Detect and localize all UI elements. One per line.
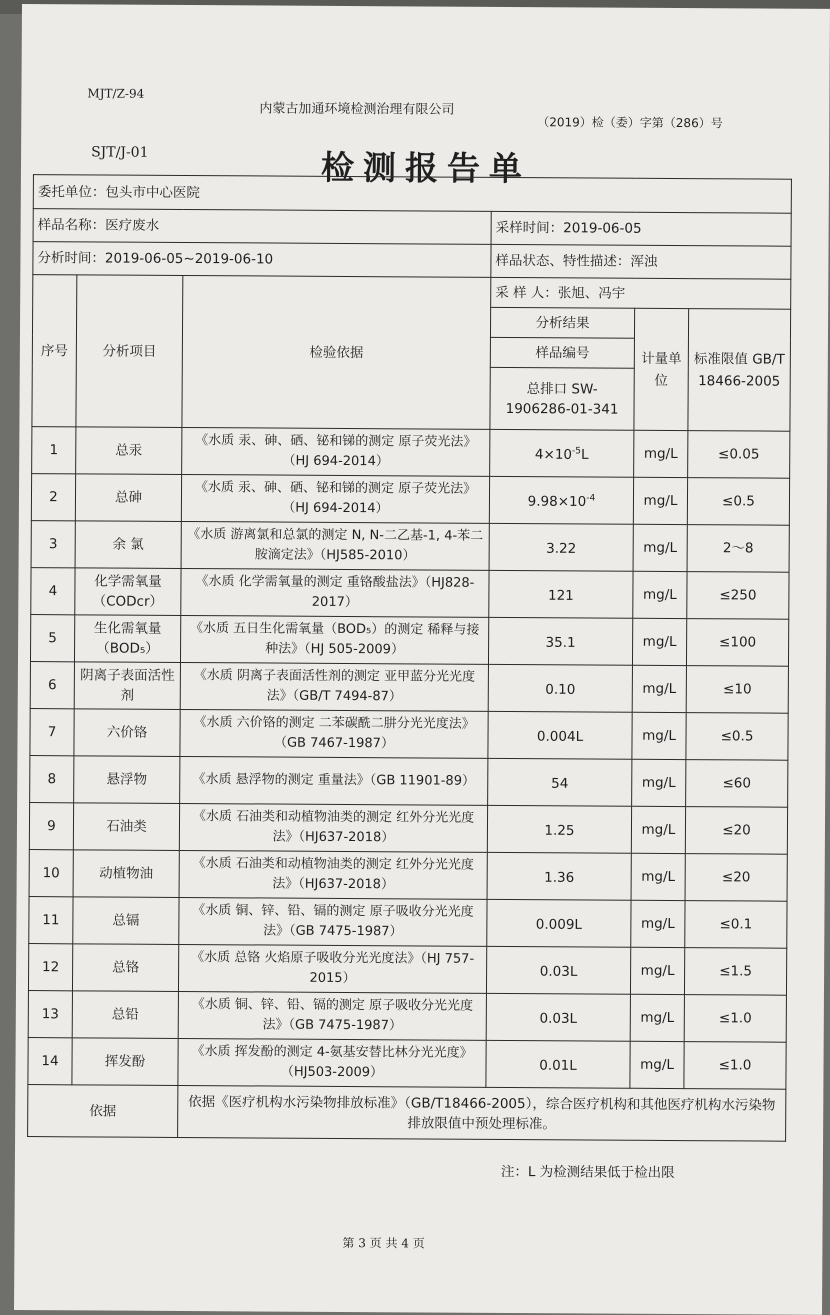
row-result bbox=[488, 758, 632, 806]
row-unit: mg/L bbox=[631, 900, 685, 947]
footnote: 注：L 为检测结果低于检出限 bbox=[501, 1160, 675, 1181]
sampling-time-field: 采样时间：2019-06-05 bbox=[491, 211, 791, 246]
table-row bbox=[28, 944, 786, 996]
row-item: 挥发酚 bbox=[72, 1038, 178, 1086]
row-unit: mg/L bbox=[632, 712, 686, 759]
row-result bbox=[486, 946, 630, 994]
row-result bbox=[487, 852, 631, 900]
row-method: 《水质 石油类和动植物油类的测定 红外分光光度法》（HJ637-2018） bbox=[179, 850, 487, 899]
row-no: 11 bbox=[29, 897, 73, 944]
row-result bbox=[487, 805, 631, 853]
row-unit: mg/L bbox=[631, 806, 685, 853]
row-item: 总铬 bbox=[72, 944, 178, 992]
row-result bbox=[486, 1040, 630, 1088]
result-value: 0.004L bbox=[537, 729, 583, 745]
result-value: 9.98×10 bbox=[528, 494, 587, 510]
row-no: 3 bbox=[31, 521, 75, 568]
row-unit: mg/L bbox=[631, 853, 685, 900]
row-method: 《水质 汞、砷、硒、铋和锑的测定 原子荧光法》（HJ 694-2014） bbox=[181, 474, 489, 523]
result-value: 1.25 bbox=[544, 823, 574, 839]
row-method: 《水质 悬浮物的测定 重量法》（GB 11901-89） bbox=[180, 756, 488, 805]
result-value: 0.10 bbox=[545, 682, 575, 698]
row-unit: mg/L bbox=[634, 430, 688, 477]
basis-label: 依据 bbox=[28, 1085, 178, 1138]
row-no: 9 bbox=[29, 803, 73, 850]
sampler-field: 采 样 人：张旭、冯宇 bbox=[491, 277, 791, 309]
row-limit: ≤250 bbox=[687, 572, 789, 620]
row-limit: ≤1.0 bbox=[684, 995, 786, 1043]
result-value: 0.03L bbox=[539, 1011, 577, 1027]
table-row bbox=[30, 662, 788, 714]
row-item: 阴离子表面活性剂 bbox=[74, 662, 180, 710]
sample-state-field: 样品状态、特性描述：浑浊 bbox=[491, 244, 791, 279]
row-method: 《水质 铜、锌、铅、镉的测定 原子吸收分光光度法》（GB 7475-1987） bbox=[178, 991, 486, 1040]
row-unit: mg/L bbox=[632, 618, 686, 665]
table-row bbox=[31, 474, 789, 526]
row-result bbox=[488, 711, 632, 759]
row-method: 《水质 总铬 火焰原子吸收分光光度法》（HJ 757-2015） bbox=[178, 944, 486, 993]
row-result bbox=[488, 664, 632, 712]
row-limit: ≤0.5 bbox=[687, 478, 789, 526]
row-item: 总汞 bbox=[76, 427, 182, 475]
client-field: 委托单位：包头市中心医院 bbox=[33, 175, 791, 214]
row-result bbox=[488, 617, 632, 665]
row-limit: ≤0.05 bbox=[688, 431, 790, 479]
row-no: 4 bbox=[31, 568, 75, 615]
sample-id: 总排口 SW-1906286-01-341 bbox=[490, 367, 634, 430]
row-result bbox=[487, 899, 631, 947]
table-row bbox=[29, 803, 787, 855]
row-limit: ≤0.5 bbox=[686, 713, 788, 761]
table-row bbox=[28, 1038, 786, 1090]
row-item: 生化需氧量（BOD₅） bbox=[74, 615, 180, 663]
row-item: 总砷 bbox=[75, 474, 181, 522]
row-result bbox=[490, 429, 634, 477]
row-no: 8 bbox=[30, 756, 74, 803]
table-row bbox=[31, 568, 789, 620]
table-row bbox=[30, 756, 788, 808]
row-unit: mg/L bbox=[632, 759, 686, 806]
row-no: 2 bbox=[31, 474, 75, 521]
info-row bbox=[33, 175, 791, 214]
sample-name-field: 样品名称：医疗废水 bbox=[33, 209, 491, 245]
row-limit: 2～8 bbox=[687, 525, 789, 573]
col-sample-no-header: 样品编号 bbox=[490, 337, 634, 368]
row-no: 5 bbox=[30, 615, 74, 662]
row-method: 《水质 化学需氧量的测定 重铬酸盐法》（HJ828-2017） bbox=[181, 568, 489, 617]
analysis-time-field: 分析时间：2019-06-05~2019-06-10 bbox=[33, 242, 491, 278]
result-value: 4×10 bbox=[535, 447, 572, 463]
row-item: 悬浮物 bbox=[74, 756, 180, 804]
table-row bbox=[29, 897, 787, 949]
row-result bbox=[489, 570, 633, 618]
row-result bbox=[489, 476, 633, 524]
row-no: 1 bbox=[32, 427, 76, 474]
basis-text: 依据《医疗机构水污染物排放标准》（GB/T18466-2005），综合医疗机构和其他医疗机构水污染物排放限值中预处理标准。 bbox=[178, 1085, 786, 1141]
row-no: 14 bbox=[28, 1038, 72, 1085]
row-limit: ≤60 bbox=[686, 760, 788, 808]
row-method: 《水质 汞、砷、硒、铋和锑的测定 原子荧光法》（HJ 694-2014） bbox=[182, 427, 490, 476]
row-item: 余 氯 bbox=[75, 521, 181, 569]
col-no-header: 序号 bbox=[32, 275, 77, 427]
form-code: SJT/J-01 bbox=[91, 144, 149, 160]
row-item: 动植物油 bbox=[73, 850, 179, 898]
row-no: 13 bbox=[28, 991, 72, 1038]
col-item-header: 分析项目 bbox=[76, 275, 183, 428]
row-limit: ≤1.5 bbox=[684, 948, 786, 996]
header-row bbox=[33, 275, 791, 310]
row-unit: mg/L bbox=[630, 994, 684, 1041]
result-value: 0.009L bbox=[536, 917, 582, 933]
row-limit: ≤0.1 bbox=[685, 901, 787, 949]
result-exponent: -5 bbox=[572, 447, 581, 457]
row-item: 六价铬 bbox=[74, 709, 180, 757]
table-row bbox=[30, 615, 788, 667]
row-method: 《水质 阴离子表面活性剂的测定 亚甲蓝分光光度法》（GB/T 7494-87） bbox=[180, 662, 488, 711]
row-unit: mg/L bbox=[633, 571, 687, 618]
row-item: 总铅 bbox=[72, 991, 178, 1039]
table-row bbox=[30, 709, 788, 761]
row-no: 6 bbox=[30, 662, 74, 709]
basis-row bbox=[28, 1085, 786, 1142]
row-method: 《水质 游离氯和总氯的测定 N, N-二乙基-1, 4-苯二胺滴定法》（HJ585-2010） bbox=[181, 521, 489, 570]
result-value: 1.36 bbox=[544, 870, 574, 886]
row-item: 总镉 bbox=[73, 897, 179, 945]
company-name: 内蒙古加通环境检测治理有限公司 bbox=[259, 97, 454, 117]
row-no: 12 bbox=[28, 944, 72, 991]
doc-code: MJT/Z-94 bbox=[87, 86, 144, 100]
row-method: 《水质 石油类和动植物油类的测定 红外分光光度法》（HJ637-2018） bbox=[179, 803, 487, 852]
row-unit: mg/L bbox=[630, 1041, 684, 1088]
table-row bbox=[29, 850, 787, 902]
row-method: 《水质 铜、锌、铅、镉的测定 原子吸收分光光度法》（GB 7475-1987） bbox=[179, 897, 487, 946]
result-value: 3.22 bbox=[546, 541, 576, 557]
row-method: 《水质 挥发酚的测定 4-氨基安替比林分光光度》（HJ503-2009） bbox=[178, 1038, 486, 1087]
table-row bbox=[31, 521, 789, 573]
result-exponent: -4 bbox=[586, 494, 595, 504]
row-item: 化学需氧量（CODcr） bbox=[75, 568, 181, 616]
report-table bbox=[27, 174, 792, 1142]
row-item: 石油类 bbox=[73, 803, 179, 851]
info-row bbox=[33, 209, 791, 247]
row-limit: ≤20 bbox=[685, 807, 787, 855]
info-row bbox=[33, 242, 791, 280]
result-value: 121 bbox=[548, 588, 574, 604]
report-page bbox=[14, 4, 830, 1315]
table-row bbox=[28, 991, 786, 1043]
result-value: 0.01L bbox=[539, 1058, 577, 1074]
row-limit: ≤10 bbox=[686, 666, 788, 714]
row-method: 《水质 五日生化需氧量（BOD₅）的测定 稀释与接种法》（HJ 505-2009） bbox=[180, 615, 488, 664]
table-row bbox=[32, 427, 790, 479]
page-footer: 第 3 页 共 4 页 bbox=[342, 1234, 424, 1252]
row-limit: ≤1.0 bbox=[684, 1042, 786, 1090]
result-value: 54 bbox=[551, 776, 568, 792]
page-title: 检测报告单 bbox=[321, 142, 531, 190]
row-result bbox=[486, 993, 630, 1041]
result-value: 35.1 bbox=[546, 635, 576, 651]
row-result bbox=[489, 523, 633, 571]
col-method-header: 检验依据 bbox=[182, 275, 491, 429]
row-method: 《水质 六价铬的测定 二苯碳酰二肼分光光度法》（GB 7467-1987） bbox=[180, 709, 488, 758]
row-unit: mg/L bbox=[632, 665, 686, 712]
col-limit-header: 标准限值 GB/T 18466-2005 bbox=[688, 309, 791, 432]
row-unit: mg/L bbox=[633, 477, 687, 524]
row-no: 10 bbox=[29, 850, 73, 897]
result-suffix: L bbox=[581, 447, 589, 463]
row-unit: mg/L bbox=[630, 947, 684, 994]
col-unit-header: 计量单位 bbox=[634, 308, 689, 430]
row-limit: ≤20 bbox=[685, 854, 787, 902]
row-unit: mg/L bbox=[633, 524, 687, 571]
row-no: 7 bbox=[30, 709, 74, 756]
report-number: （2019）检（委）字第（286）号 bbox=[537, 113, 723, 131]
col-result-header: 分析结果 bbox=[490, 307, 634, 338]
result-value: 0.03L bbox=[540, 964, 578, 980]
row-limit: ≤100 bbox=[686, 619, 788, 667]
